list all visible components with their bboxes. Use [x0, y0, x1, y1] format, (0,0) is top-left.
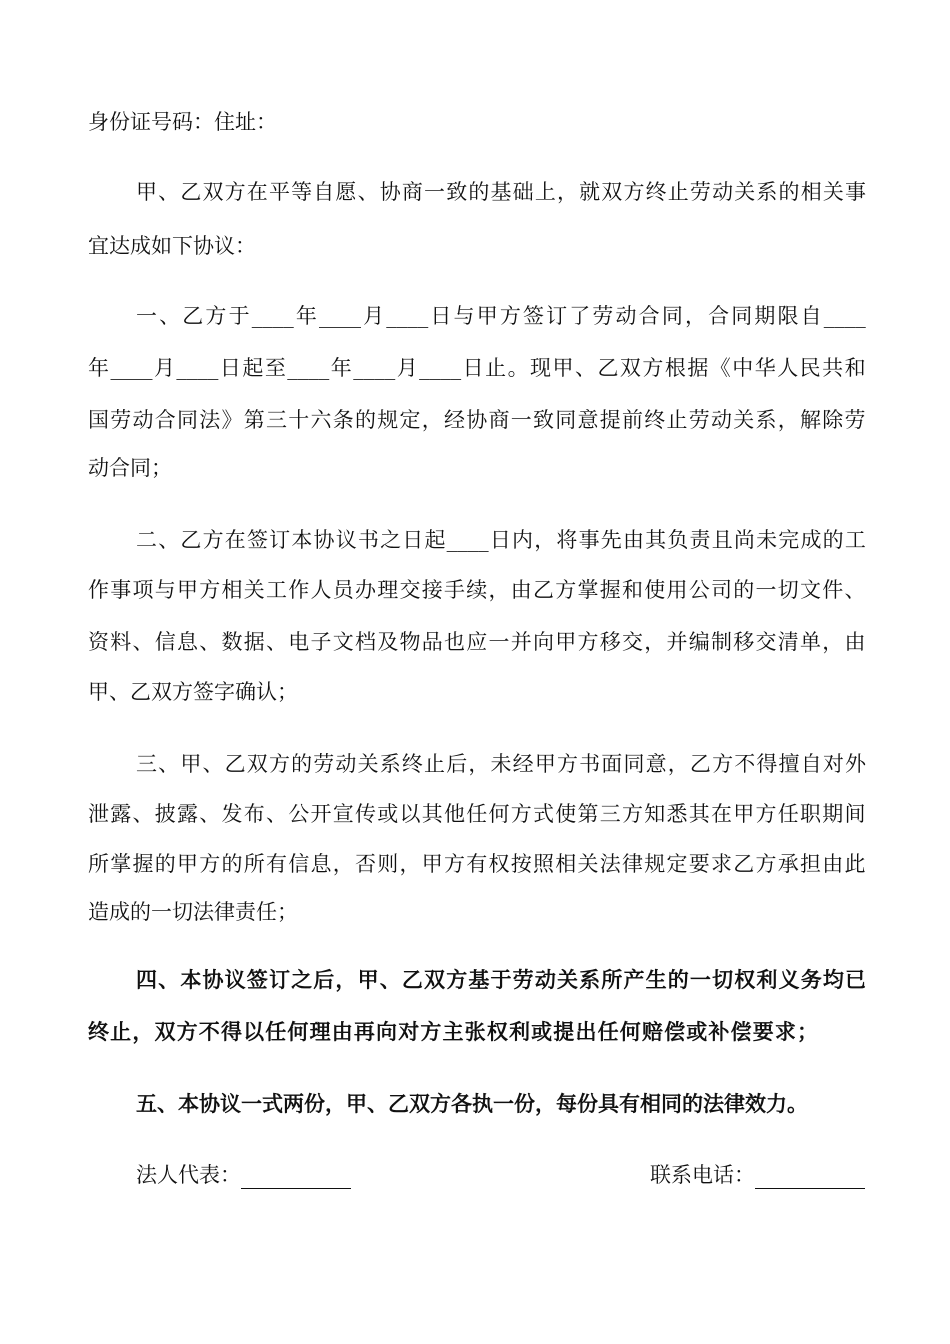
clause-1-line-2: 年 ____ 月 ____ 日 起 至 ____ 年 ____ 月 ____ 日 止 。 现 甲 、 乙 双 方 根 据 《 中 华 人 民 共 和 — [88, 356, 866, 380]
contact-phone-label: 联系电话： — [650, 1163, 755, 1187]
clause-3-line-3: 所 掌 握 的 甲 方 的 所 有 信 息 ， 否 则 ， 甲 方 有 权 按 照 相 关 法 律 规 定 要 求 乙 方 承 担 由 此 — [88, 852, 866, 876]
contact-phone-signature — [650, 1161, 865, 1189]
clause-2-line-4: 甲、乙双方签字确认； — [88, 680, 298, 704]
clause-3-line-4: 造成的一切法律责任； — [88, 900, 298, 924]
id-address-line: 身份证号码：住址： — [88, 110, 277, 134]
clause-3-line-1: 三 、 甲 、 乙 双 方 的 劳 动 关 系 终 止 后 ， 未 经 甲 方 书 面 同 意 ， 乙 方 不 得 擅 自 对 外 — [136, 752, 866, 776]
clause-1-line-4: 动合同； — [88, 456, 172, 480]
clause-3-line-2: 泄 露 、 披 露 、 发 布 、 公 开 宣 传 或 以 其 他 任 何 方 式 使 第 三 方 知 悉 其 在 甲 方 任 职 期 间 — [88, 802, 866, 826]
clause-2-line-3: 资 料 、 信 息 、 数 据 、 电 子 文 档 及 物 品 也 应 一 并 向 甲 方 移 交 ， 并 编 制 移 交 清 单 ， 由 — [88, 630, 866, 654]
contact-phone-blank[interactable] — [755, 1168, 865, 1189]
intro-line-2: 宜达成如下协议： — [88, 234, 256, 258]
intro-line-1: 甲 、 乙 双 方 在 平 等 自 愿 、 协 商 一 致 的 基 础 上 ， 就 双 方 终 止 劳 动 关 系 的 相 关 事 — [136, 180, 866, 204]
clause-5-line-1: 五、本协议一式两份，甲、乙双方各执一份，每份具有相同的法律效力。 — [136, 1091, 808, 1116]
clause-1-line-3: 国 劳 动 合 同 法 》 第 三 十 六 条 的 规 定 ， 经 协 商 一 致 同 意 提 前 终 止 劳 动 关 系 ， 解 除 劳 — [88, 408, 866, 432]
clause-4-line-1: 四 、 本 协 议 签 订 之 后 ， 甲 、 乙 双 方 基 于 劳 动 关 系 所 产 生 的 一 切 权 利 义 务 均 已 — [136, 967, 866, 992]
legal-representative-blank[interactable] — [241, 1168, 351, 1189]
legal-representative-label: 法人代表： — [136, 1163, 241, 1187]
clause-2-line-1: 二 、 乙 方 在 签 订 本 协 议 书 之 日 起 ____ 日 内 ， 将 事 先 由 其 负 责 且 尚 未 完 成 的 工 — [136, 528, 866, 552]
clause-2-line-2: 作 事 项 与 甲 方 相 关 工 作 人 员 办 理 交 接 手 续 ， 由 乙 方 掌 握 和 使 用 公 司 的 一 切 文 件 、 — [88, 578, 866, 602]
clause-1-line-1: 一 、 乙 方 于 ____ 年 ____ 月 ____ 日 与 甲 方 签 订 了 劳 动 合 同 ， 合 同 期 限 自 ____ — [136, 304, 866, 328]
legal-representative-signature — [136, 1161, 351, 1189]
clause-4-line-2: 终 止 ， 双 方 不 得 以 任 何 理 由 再 向 对 方 主 张 权 利 或 提 出 任 何 赔 偿 或 补 偿 要 求 ； — [88, 1019, 818, 1044]
